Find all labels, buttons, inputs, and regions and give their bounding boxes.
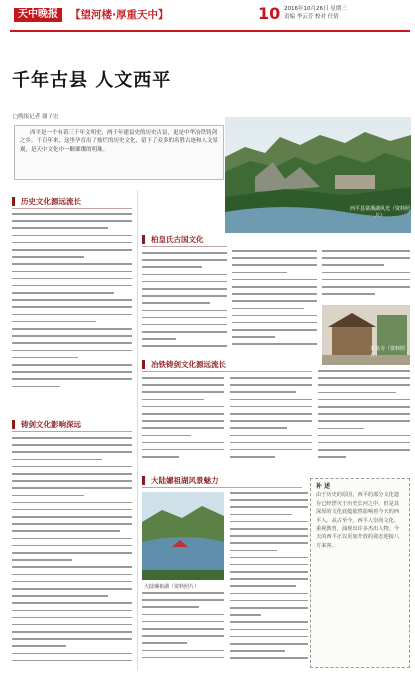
section-rule bbox=[142, 246, 227, 247]
body-text-block bbox=[142, 252, 227, 352]
sidebar-note bbox=[310, 478, 410, 668]
newspaper-logo: 天中晚报 bbox=[14, 8, 62, 22]
body-text-block bbox=[12, 213, 132, 401]
body-text-block bbox=[230, 492, 308, 670]
body-text-block bbox=[318, 370, 410, 470]
section-header: 大陆嫘祖湖风景魅力 bbox=[142, 476, 219, 485]
masthead-rule bbox=[10, 30, 410, 32]
lake-photo bbox=[142, 492, 224, 580]
headline: 千年古县 人文西平 bbox=[12, 70, 172, 91]
body-text-block bbox=[322, 250, 410, 300]
body-text-block bbox=[142, 592, 224, 670]
date-line: 2016年10月26日 星期三 bbox=[284, 6, 347, 12]
section-rule bbox=[12, 431, 132, 432]
image-caption: 龙泉寺（资料照片） bbox=[370, 346, 406, 359]
date-info bbox=[284, 6, 409, 21]
note-text: 由于历史的原因，西平的部分文化遗存已经湮灭于历史长河之中，但是其深厚的文化底蕴依然影响着今天的西平人。从古至今，西平人崇尚文化、重视教育，涌现出许多杰出人物。今天的西平正以更加开放的姿态迎接八方来客。 bbox=[316, 492, 400, 549]
body-text-block bbox=[232, 250, 317, 352]
editor-line: 责编 李云芳 校对 任倩 bbox=[284, 13, 339, 20]
section-rule bbox=[142, 371, 312, 372]
section-header: 历史文化源远流长 bbox=[12, 197, 81, 206]
image-caption: 大陆嫘祖湖（资料照片） bbox=[144, 584, 200, 590]
lead-paragraph: 西平是一个有着三千年文明史，两千年建县史的历史古县，更是中华冶铁铸剑之乡。千百年来，这里孕育出了灿烂的历史文化，留下了众多的名胜古迹和人文景观，是天中文化中一颗璀璨的明珠。 bbox=[14, 125, 224, 180]
byline: □晚报记者 谢子宏 bbox=[13, 114, 59, 120]
note-title: 补 述 bbox=[316, 483, 331, 490]
section-header: 冶铁铸剑文化源远流长 bbox=[142, 360, 226, 369]
column-divider bbox=[137, 190, 138, 670]
section-title: 【望河楼·厚重天中】 bbox=[70, 9, 169, 21]
page-number: 10 bbox=[258, 4, 281, 23]
section-header: 铸剑文化影响深远 bbox=[12, 420, 81, 429]
section-header: 柏皇氏古国文化 bbox=[142, 235, 204, 244]
body-text-block bbox=[142, 377, 224, 467]
body-text-block bbox=[12, 437, 132, 669]
section-rule bbox=[12, 208, 132, 209]
photo-caption: 西平县棠溪湖风光（资料照片） bbox=[350, 206, 411, 219]
section-rule bbox=[142, 487, 302, 488]
body-text-block bbox=[230, 377, 312, 467]
